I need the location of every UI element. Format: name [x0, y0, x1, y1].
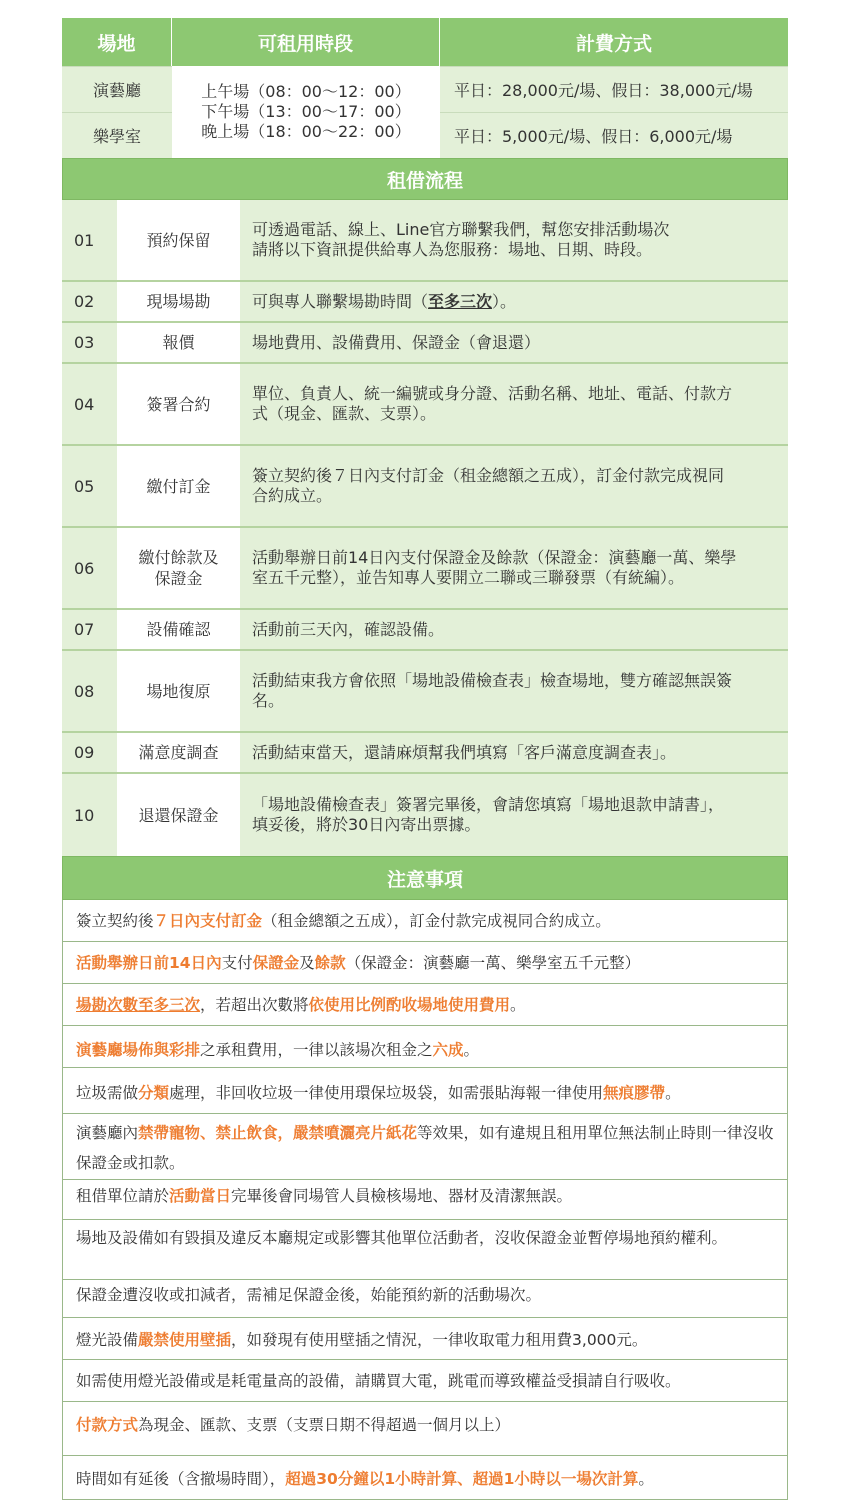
note-highlight: 活動當日	[169, 1187, 232, 1205]
note-text: 及	[299, 954, 315, 972]
step-description: 活動前三天內，確認設備。	[252, 619, 445, 639]
step-name: 簽署合約	[117, 364, 240, 444]
time-slot: 下午場（13：00～17：00）	[201, 102, 411, 121]
note-text: 場地及設備如有毀損及違反本廳規定或影響其他單位活動者，沒收保證金並暫停場地預約權利。	[76, 1229, 728, 1247]
step-name: 繳付訂金	[117, 446, 240, 526]
note-item	[63, 1318, 787, 1360]
notes-list	[62, 900, 788, 1500]
note-text: 垃圾需做	[76, 1084, 139, 1102]
note-highlight: 嚴禁使用壁插	[138, 1331, 232, 1349]
step-name: 報價	[117, 323, 240, 362]
note-highlight: ７日內支付訂金	[153, 912, 263, 930]
note-text: （租金總額之五成），訂金付款完成視同合約成立。	[262, 912, 611, 930]
note-text: 演藝廳內	[76, 1124, 139, 1142]
step-number: 01	[62, 200, 117, 280]
note-item	[63, 1026, 787, 1068]
step-emphasis: 至多三次	[428, 291, 493, 311]
step-number: 09	[62, 733, 117, 772]
process-step	[62, 200, 788, 282]
note-item	[63, 1360, 787, 1402]
note-item	[63, 1220, 787, 1280]
note-text: 之承租費用，一律以該場次租金之	[200, 1041, 433, 1059]
note-text: 簽立契約後	[76, 912, 154, 930]
process-step	[62, 446, 788, 528]
venue-price: 平日：5,000元/場、假日：6,000元/場	[440, 112, 788, 158]
note-text: 燈光設備	[76, 1331, 139, 1349]
note-item	[63, 942, 787, 984]
header-timeslot: 可租用時段	[172, 18, 440, 66]
note-text: 完畢後會同場管人員檢核場地、器材及清潔無誤。	[231, 1187, 573, 1205]
note-highlight: 六成	[432, 1041, 464, 1059]
step-name: 預約保留	[117, 200, 240, 280]
note-item	[63, 1456, 787, 1500]
step-number: 04	[62, 364, 117, 444]
note-text: 。	[463, 1041, 480, 1059]
note-text: 。	[510, 996, 526, 1014]
note-text: 。	[665, 1084, 681, 1102]
note-text: 處理，非回收垃圾一律使用環保垃圾袋，如需張貼海報一律使用	[169, 1084, 604, 1102]
note-text: 時間如有延後（含撤場時間），	[76, 1470, 286, 1488]
step-description: 場地費用、設備費用、保證金（會退還）	[252, 332, 541, 352]
note-text: 保證金遭沒收或扣減者，需補足保證金後，始能預約新的活動場次。	[76, 1286, 542, 1304]
note-text: 為現金、匯款、支票（支票日期不得超過一個月以上）	[138, 1416, 511, 1434]
step-name: 設備確認	[117, 610, 240, 649]
step-number: 10	[62, 774, 117, 856]
note-highlight: 分類	[138, 1084, 170, 1102]
note-highlight: 活動舉辦日前14日內	[76, 954, 222, 972]
note-highlight: 禁帶寵物、禁止飲食，嚴禁噴灑亮片紙花	[138, 1124, 418, 1142]
step-number: 08	[62, 651, 117, 731]
note-item	[63, 1114, 787, 1180]
note-highlight: 依使用比例酌收場地使用費用	[308, 996, 511, 1014]
note-item	[63, 984, 787, 1026]
step-description: 活動舉辦日前14日內支付保證金及餘款（保證金：演藝廳一萬、樂學 室五千元整），並告知專人要開立二聯或三聯發票（有統編）。	[252, 548, 737, 587]
header-venue: 場地	[62, 18, 172, 66]
step-name: 場地復原	[117, 651, 240, 731]
process-step	[62, 528, 788, 610]
time-slot: 晚上場（18：00～22：00）	[201, 122, 411, 141]
note-item	[63, 1402, 787, 1456]
step-name: 滿意度調查	[117, 733, 240, 772]
step-description: 活動結束我方會依照「場地設備檢查表」檢查場地，雙方確認無誤簽 名。	[252, 671, 733, 710]
process-title: 租借流程	[62, 158, 788, 200]
step-number: 05	[62, 446, 117, 526]
note-item	[63, 1068, 787, 1114]
process-step	[62, 610, 788, 651]
note-highlight: 保證金	[252, 954, 300, 972]
note-item	[63, 1180, 787, 1220]
note-text: （保證金：演藝廳一萬、樂學室五千元整）	[345, 954, 641, 972]
process-step	[62, 282, 788, 323]
note-text: 如需使用燈光設備或是耗電量高的設備，請購買大電，跳電而導致權益受損請自行吸收。	[76, 1372, 681, 1390]
header-pricing: 計費方式	[440, 18, 788, 66]
note-highlight: 超過30分鐘以1小時計算、超過1小時以一場次計算	[285, 1470, 639, 1488]
note-highlight: 場勘次數至多三次	[76, 996, 201, 1014]
venue-name: 演藝廳	[62, 66, 172, 112]
note-item	[63, 900, 787, 942]
note-text: 等效果，如有違規且租用單位無法制止時則一律沒收保證金或扣款。	[76, 1124, 774, 1172]
note-text: ，若超出次數將	[200, 996, 309, 1014]
step-name: 退還保證金	[117, 774, 240, 856]
step-description: 可與專人聯繫場勘時間（至多三次）。	[252, 291, 517, 311]
process-step	[62, 364, 788, 446]
note-item	[63, 1280, 787, 1318]
step-number: 06	[62, 528, 117, 608]
time-slot: 上午場（08：00～12：00）	[201, 82, 411, 101]
step-name: 繳付餘款及 保證金	[117, 528, 240, 608]
step-description: 單位、負責人、統一編號或身分證、活動名稱、地址、電話、付款方 式（現金、匯款、支票）。	[252, 384, 733, 423]
step-description: 「場地設備檢查表」簽署完畢後，會請您填寫「場地退款申請書」， 填妥後，將於30日內寄出票據。	[252, 795, 725, 834]
process-step	[62, 323, 788, 364]
venue-name: 樂學室	[62, 112, 172, 158]
step-description: 簽立契約後７日內支付訂金（租金總額之五成），訂金付款完成視同 合約成立。	[252, 466, 725, 505]
step-description: 可透過電話、線上、Line官方聯繫我們，幫您安排活動場次 請將以下資訊提供給專人為您服務：場地、日期、時段。	[252, 220, 670, 259]
time-slots	[172, 66, 440, 158]
note-highlight: 付款方式	[76, 1416, 139, 1434]
note-highlight: 無痕膠帶	[603, 1084, 666, 1102]
step-number: 02	[62, 282, 117, 321]
step-name: 現場場勘	[117, 282, 240, 321]
note-text: ，如發現有使用壁插之情況，一律收取電力租用費3,000元。	[231, 1331, 648, 1349]
process-step	[62, 651, 788, 733]
note-text: 。	[638, 1470, 654, 1488]
process-step	[62, 774, 788, 856]
process-step	[62, 733, 788, 774]
note-text: 租借單位請於	[76, 1187, 170, 1205]
notes-title: 注意事項	[62, 856, 788, 900]
note-highlight: 演藝廳場佈與彩排	[76, 1041, 201, 1059]
step-number: 07	[62, 610, 117, 649]
step-number: 03	[62, 323, 117, 362]
note-text: 支付	[221, 954, 253, 972]
step-description: 活動結束當天，還請麻煩幫我們填寫「客戶滿意度調查表」。	[252, 742, 677, 762]
note-highlight: 餘款	[314, 954, 346, 972]
venue-price: 平日：28,000元/場、假日：38,000元/場	[440, 66, 788, 112]
